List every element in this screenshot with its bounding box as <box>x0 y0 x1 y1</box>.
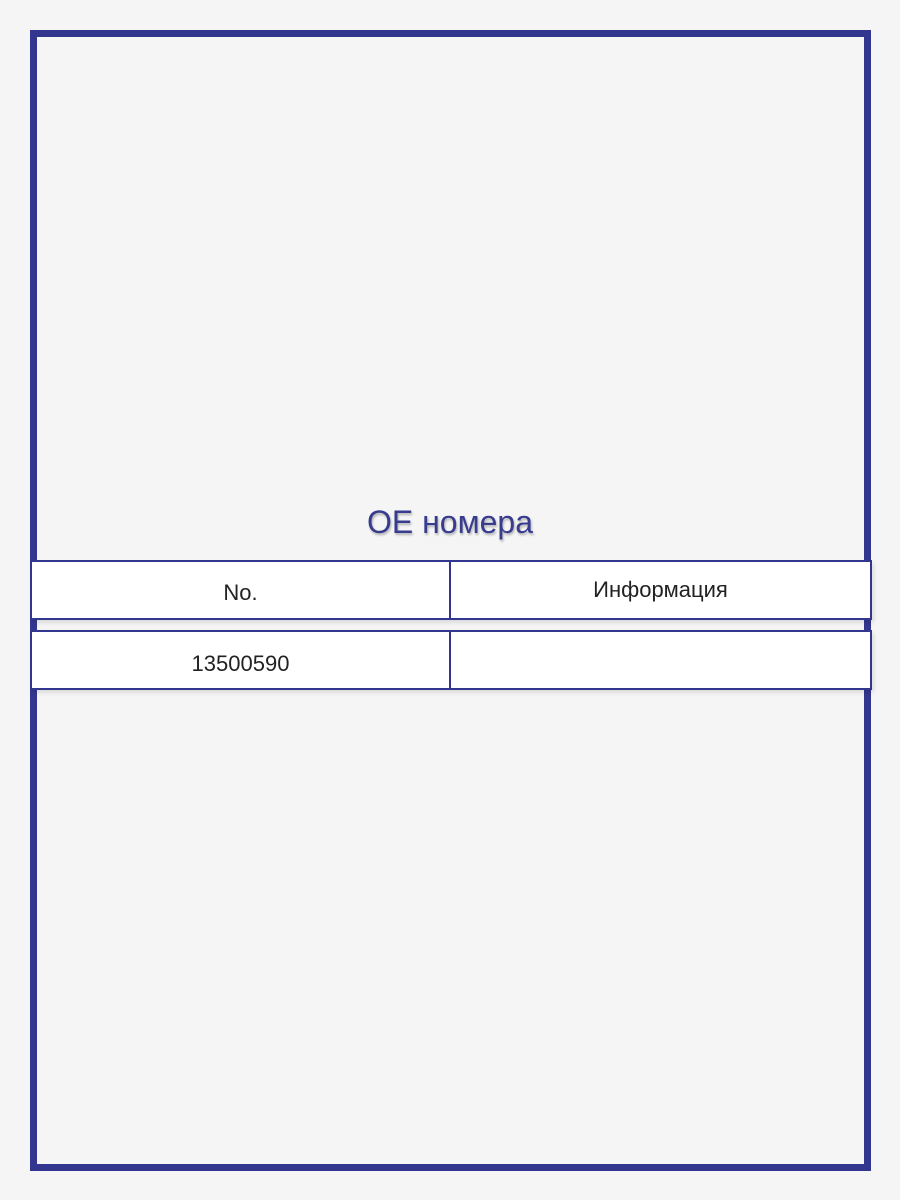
information-cell <box>451 630 872 690</box>
page-title: OE номера <box>367 504 533 540</box>
header-information-label: Информация <box>593 577 728 602</box>
header-cell-number <box>30 560 451 620</box>
table-header-row <box>30 560 872 620</box>
header-number-label: No. <box>223 580 258 605</box>
oe-number-cell <box>30 630 451 690</box>
oe-number-value: 13500590 <box>191 651 290 676</box>
table-row <box>30 630 872 690</box>
header-cell-information <box>451 560 872 620</box>
